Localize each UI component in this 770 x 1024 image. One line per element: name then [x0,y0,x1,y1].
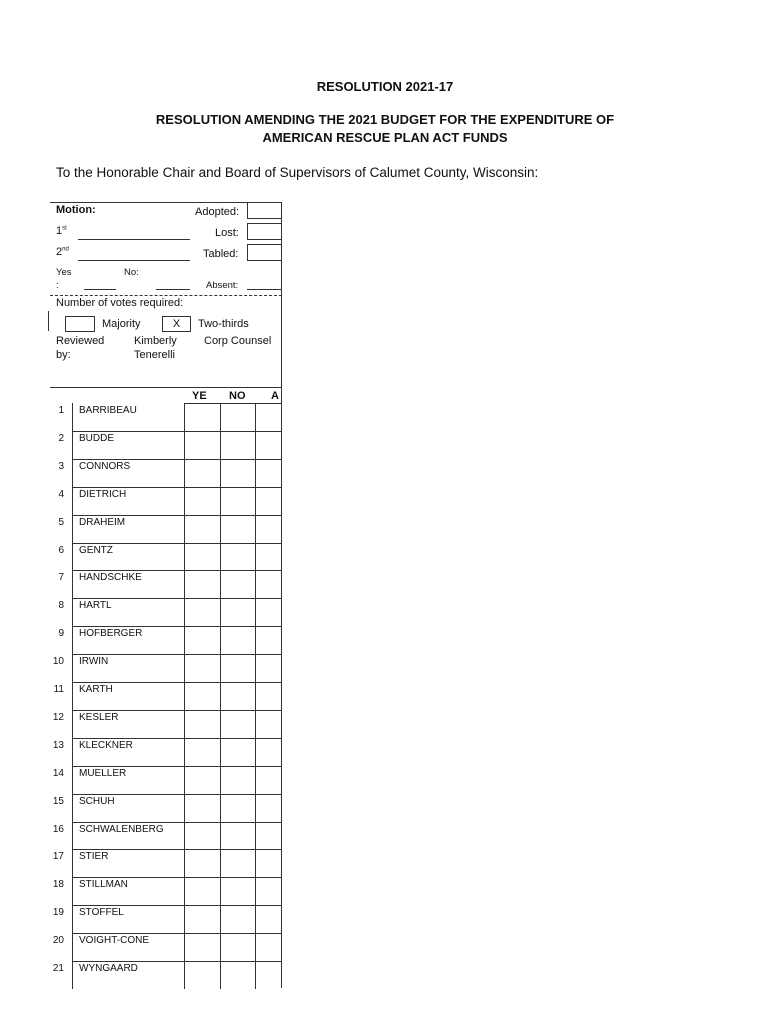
adopted-box[interactable] [247,202,282,219]
resolution-number: RESOLUTION 2021-17 [316,79,454,94]
vote-cell-yes[interactable] [184,598,220,626]
vote-cell-yes[interactable] [184,459,220,487]
row-number: 5 [58,516,64,528]
row-number: 1 [58,405,64,416]
name-col-left-border [72,403,73,989]
vote-cell-no[interactable] [220,877,255,905]
supervisor-name: BUDDE [79,432,115,444]
vote-cell-yes[interactable] [184,849,220,877]
vote-cell-yes[interactable] [184,403,220,431]
supervisor-name: KESLER [79,711,119,723]
vote-cell-yes[interactable] [184,682,220,710]
vote-cell-absent[interactable] [255,431,281,459]
row-number: 19 [52,907,64,919]
vote-cell-absent[interactable] [255,794,281,822]
vote-cell-absent[interactable] [255,459,281,487]
row-number: 14 [52,767,64,779]
supervisor-name: HARTL [79,600,112,612]
vote-cell-yes[interactable] [184,654,220,682]
reviewer-name-line1: Kimberly [134,335,177,347]
supervisor-name: DRAHEIM [79,516,126,528]
vote-cell-absent[interactable] [255,654,281,682]
row-number: 3 [58,460,64,472]
row-number: 6 [58,544,64,556]
vote-cell-yes[interactable] [184,766,220,794]
row-number: 17 [52,851,64,863]
vote-cell-yes[interactable] [184,570,220,598]
row-number: 18 [52,879,64,891]
vote-cell-no[interactable] [220,794,255,822]
supervisor-name: STOFFEL [79,907,124,919]
supervisor-name: BARRIBEAU [79,405,137,416]
vote-cell-no[interactable] [220,682,255,710]
row-number: 16 [52,823,64,835]
supervisor-name: KLECKNER [79,739,133,751]
vote-cell-absent[interactable] [255,487,281,515]
supervisor-name: SCHUH [79,795,115,807]
row-number: 20 [52,935,64,947]
vote-cell-no[interactable] [220,487,255,515]
col-header-absent: A [271,390,279,402]
vote-cell-yes[interactable] [184,543,220,571]
absent-line[interactable] [247,289,281,290]
vote-table-top-rule [50,387,282,388]
vote-cell-yes[interactable] [184,487,220,515]
col-header-no: NO [229,390,246,402]
vote-cell-absent[interactable] [255,877,281,905]
vote-cell-absent[interactable] [255,403,281,431]
vote-cell-no[interactable] [220,431,255,459]
resolution-title-line1: RESOLUTION AMENDING THE 2021 BUDGET FOR THE EXPENDITURE OF [155,112,615,127]
reviewer-role: Corp Counsel [204,335,272,347]
no-line[interactable] [156,289,190,290]
vote-cell-yes[interactable] [184,877,220,905]
votes-left-mark [48,311,49,331]
supervisor-name: WYNGAARD [79,963,138,974]
row-number: 21 [52,963,64,974]
yes-colon: : [56,280,59,291]
adopted-label: Adopted: [195,206,240,218]
two-thirds-checkbox[interactable]: X [162,316,191,332]
vote-cell-absent[interactable] [255,515,281,543]
vote-cell-yes[interactable] [184,794,220,822]
supervisor-name: HANDSCHKE [79,572,142,584]
supervisor-name: DIETRICH [79,488,127,500]
vote-cell-no[interactable] [220,933,255,961]
vote-cell-absent[interactable] [255,822,281,850]
vote-cell-no[interactable] [220,822,255,850]
vote-cell-absent[interactable] [255,598,281,626]
supervisor-name: VOIGHT-CONE [79,935,150,947]
supervisor-name: KARTH [79,684,113,695]
vote-cell-yes[interactable] [184,905,220,933]
votes-required-label: Number of votes required: [56,297,184,309]
first-line[interactable] [78,239,190,240]
row-number: 11 [53,684,64,695]
no-label: No: [124,267,139,278]
vote-cell-absent[interactable] [255,626,281,654]
vote-cell-yes[interactable] [184,515,220,543]
vote-cell-no[interactable] [220,543,255,571]
vote-cell-absent[interactable] [255,710,281,738]
vote-cell-yes[interactable] [184,626,220,654]
supervisor-name: IRWIN [79,656,109,668]
vote-cell-yes[interactable] [184,961,220,989]
vote-cell-no[interactable] [220,570,255,598]
supervisor-name: GENTZ [79,544,113,556]
vote-cell-no[interactable] [220,515,255,543]
row-number: 7 [58,572,64,584]
row-number: 2 [58,432,64,444]
second-line[interactable] [78,260,190,261]
vote-cell-absent[interactable] [255,738,281,766]
reviewed-label-line1: Reviewed [56,335,105,347]
vote-cell-no[interactable] [220,961,255,989]
majority-checkbox[interactable] [65,316,95,332]
vote-cell-absent[interactable] [255,905,281,933]
row-number: 13 [52,739,64,751]
vote-cell-absent[interactable] [255,766,281,794]
second-label: 2nd [56,246,69,258]
resolution-title-line2: AMERICAN RESCUE PLAN ACT FUNDS [262,130,508,145]
vote-cell-absent[interactable] [255,543,281,571]
motion-label: Motion: [56,204,96,216]
vote-cell-no[interactable] [220,710,255,738]
row-number: 9 [58,628,64,640]
row-number: 12 [52,711,64,723]
row-number: 15 [52,795,64,807]
form-right-border [281,202,282,988]
vote-cell-yes[interactable] [184,710,220,738]
reviewed-label-line2: by: [56,349,71,361]
intro-text: To the Honorable Chair and Board of Supervisors of Calumet County, Wisconsin: [56,165,539,180]
vote-cell-yes[interactable] [184,738,220,766]
vote-cell-no[interactable] [220,849,255,877]
tabled-label: Tabled: [203,248,239,260]
yes-label: Yes [56,267,72,278]
vote-cell-no[interactable] [220,626,255,654]
majority-label: Majority [102,318,141,330]
vote-cell-no[interactable] [220,766,255,794]
supervisor-name: STILLMAN [79,879,128,891]
supervisor-name: MUELLER [79,767,127,779]
reviewer-name-line2: Tenerelli [134,349,175,361]
vote-cell-no[interactable] [220,403,255,431]
lost-box[interactable] [247,223,282,240]
col-header-yes: YE [192,390,207,402]
supervisor-name: HOFBERGER [79,628,143,640]
vote-cell-no[interactable] [220,598,255,626]
tabled-box[interactable] [247,244,282,261]
supervisor-name: CONNORS [79,460,131,472]
yes-line[interactable] [84,289,116,290]
two-thirds-label: Two-thirds [198,318,249,330]
motion-dashed-rule [50,295,282,296]
vote-cell-no[interactable] [220,459,255,487]
vote-cell-absent[interactable] [255,849,281,877]
lost-label: Lost: [215,227,239,239]
first-label: 1st [56,225,67,237]
supervisor-name: STIER [79,851,109,863]
vote-cell-absent[interactable] [255,570,281,598]
row-number: 4 [58,488,64,500]
vote-cell-no[interactable] [220,905,255,933]
vote-cell-absent[interactable] [255,961,281,989]
supervisor-name: SCHWALENBERG [79,823,164,835]
vote-cell-absent[interactable] [255,682,281,710]
vote-cell-yes[interactable] [184,431,220,459]
row-number: 10 [52,656,64,668]
vote-cell-no[interactable] [220,654,255,682]
row-number: 8 [58,600,64,612]
vote-cell-no[interactable] [220,738,255,766]
absent-label: Absent: [206,280,239,291]
vote-cell-yes[interactable] [184,822,220,850]
vote-cell-yes[interactable] [184,933,220,961]
vote-cell-absent[interactable] [255,933,281,961]
